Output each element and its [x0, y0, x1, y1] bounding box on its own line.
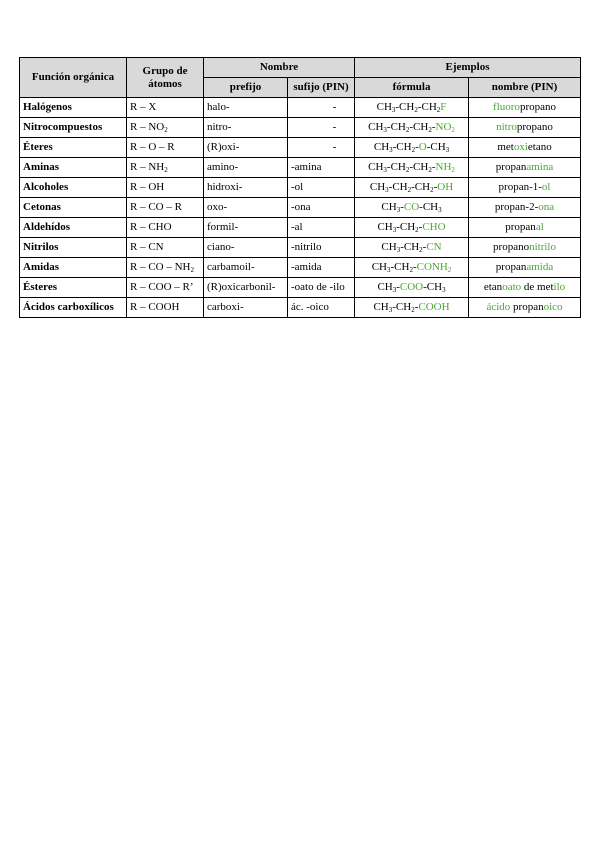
text-fragment: R – COOH [130, 301, 180, 313]
cell-prefijo: amino- [204, 158, 288, 178]
text-fragment: oico [543, 301, 563, 313]
text-fragment: propan-1- [498, 181, 542, 193]
text-fragment: 2 [415, 226, 419, 234]
text-fragment: OH [437, 181, 454, 193]
text-fragment: 3 [445, 146, 450, 154]
text-fragment: 3 [438, 206, 442, 214]
cell-formula [355, 178, 469, 198]
text-fragment: propan [513, 301, 544, 313]
cell-formula [355, 278, 469, 298]
cell-sufijo: -ona [288, 198, 355, 218]
cell-prefijo: nitro- [204, 118, 288, 138]
cell-funcion: Aldehídos [20, 218, 127, 238]
cell-prefijo: ciano- [204, 238, 288, 258]
text-fragment: 3 [392, 226, 397, 234]
header-sufijo: sufijo (PIN) [288, 78, 355, 98]
functional-groups-table [19, 57, 581, 318]
text-fragment: 3 [388, 306, 393, 314]
text-fragment: 3 [391, 106, 396, 114]
table-row [20, 278, 581, 298]
cell-nombre-pin [469, 158, 581, 178]
text-fragment: propan-2- [494, 201, 539, 213]
text-fragment: CH [371, 261, 387, 273]
text-fragment: - [418, 221, 423, 233]
cell-nombre-pin [469, 278, 581, 298]
text-fragment: 2 [447, 266, 452, 274]
cell-grupo [127, 238, 204, 258]
text-fragment: - [431, 121, 436, 133]
text-fragment: 2 [451, 166, 455, 174]
cell-sufijo: -nitrilo [288, 238, 355, 258]
text-fragment: R – NO [130, 121, 165, 133]
table-row [20, 98, 581, 118]
text-fragment: oxi [513, 141, 528, 153]
text-fragment: propano [516, 121, 553, 133]
text-fragment: 2 [409, 266, 413, 274]
text-fragment: de met [521, 281, 554, 293]
cell-grupo [127, 98, 204, 118]
text-fragment: ilo [553, 281, 566, 293]
cell-formula [355, 258, 469, 278]
cell-nombre-pin [469, 258, 581, 278]
text-fragment: 3 [385, 186, 389, 194]
text-fragment: CO [403, 201, 420, 213]
cell-prefijo: formil- [204, 218, 288, 238]
text-fragment: 2 [428, 166, 432, 174]
cell-prefijo: (R)oxi- [204, 138, 288, 158]
cell-grupo [127, 158, 204, 178]
cell-sufijo: -oato de -ilo [288, 278, 355, 298]
text-fragment: 3 [442, 286, 446, 294]
text-fragment: propano [493, 241, 530, 253]
text-fragment: -CH [395, 101, 415, 113]
cell-grupo [127, 198, 204, 218]
text-fragment: CH [368, 161, 384, 173]
text-fragment: nitrilo [529, 241, 556, 253]
text-fragment: 2 [411, 146, 416, 154]
cell-formula [355, 138, 469, 158]
text-fragment: CH [376, 101, 392, 113]
cell-sufijo: -amina [288, 158, 355, 178]
cell-nombre-pin [469, 238, 581, 258]
text-fragment: CH [381, 241, 397, 253]
cell-funcion: Nitrocompuestos [20, 118, 127, 138]
text-fragment: -CH [417, 101, 437, 113]
text-fragment: ona [538, 201, 555, 213]
cell-prefijo: (R)oxicarbonil- [204, 278, 288, 298]
cell-sufijo: - [288, 138, 355, 158]
text-fragment: NH [435, 161, 452, 173]
table-row [20, 158, 581, 178]
cell-funcion: Cetonas [20, 198, 127, 218]
text-fragment: R – CO – R [130, 201, 182, 213]
text-fragment: amina [526, 161, 554, 173]
header-nombre-pin: nombre (PIN) [469, 78, 581, 98]
text-fragment: -CH [409, 161, 429, 173]
text-fragment: R – X [130, 101, 157, 113]
text-fragment: CH [368, 121, 384, 133]
cell-nombre-pin [469, 178, 581, 198]
text-fragment: amida [526, 261, 554, 273]
table-row [20, 138, 581, 158]
cell-grupo [127, 298, 204, 318]
text-fragment: R – OH [130, 181, 165, 193]
text-fragment: 3 [392, 286, 397, 294]
table-row [20, 238, 581, 258]
cell-sufijo: - [288, 118, 355, 138]
header-ejemplos: Ejemplos [355, 58, 581, 78]
text-fragment: - [415, 141, 419, 153]
cell-grupo [127, 278, 204, 298]
text-fragment: NO [435, 121, 452, 133]
text-fragment: propan [495, 261, 527, 273]
cell-formula [355, 218, 469, 238]
cell-formula [355, 298, 469, 318]
text-fragment: - [433, 181, 438, 193]
text-fragment: ácido [486, 301, 514, 313]
cell-funcion: Éteres [20, 138, 127, 158]
text-fragment: etano [527, 141, 552, 153]
text-fragment: 2 [190, 266, 195, 274]
cell-sufijo: -amida [288, 258, 355, 278]
text-fragment: -CH [396, 221, 416, 233]
cell-prefijo: halo- [204, 98, 288, 118]
cell-prefijo: carboxi- [204, 298, 288, 318]
text-fragment: CH [381, 201, 397, 213]
header-funcion: Función orgánica [20, 58, 127, 98]
cell-prefijo: hidroxi- [204, 178, 288, 198]
cell-formula [355, 198, 469, 218]
text-fragment: - [422, 241, 427, 253]
cell-nombre-pin [469, 298, 581, 318]
cell-formula [355, 238, 469, 258]
table-row [20, 198, 581, 218]
cell-formula [355, 158, 469, 178]
text-fragment: 2 [405, 126, 410, 134]
text-fragment: 2 [164, 126, 168, 134]
text-fragment: 3 [396, 246, 401, 254]
text-fragment: propan [505, 221, 536, 233]
cell-nombre-pin [469, 138, 581, 158]
text-fragment: CHO [422, 221, 446, 233]
cell-sufijo: -ol [288, 178, 355, 198]
text-fragment: 2 [411, 306, 415, 314]
cell-funcion: Amidas [20, 258, 127, 278]
text-fragment: -CH [390, 261, 410, 273]
cell-prefijo: carbamoil- [204, 258, 288, 278]
cell-grupo [127, 178, 204, 198]
text-fragment: CH [377, 281, 393, 293]
text-fragment: oato [502, 281, 522, 293]
text-fragment: -CH [419, 201, 439, 213]
text-fragment: -CH [423, 281, 443, 293]
text-fragment: 3 [389, 146, 393, 154]
cell-grupo [127, 138, 204, 158]
text-fragment: 2 [436, 106, 441, 114]
text-fragment: 3 [396, 206, 401, 214]
text-fragment: etan [483, 281, 503, 293]
text-fragment: R – O – R [130, 141, 175, 153]
header-prefijo: prefijo [204, 78, 288, 98]
cell-funcion: Halógenos [20, 98, 127, 118]
text-fragment: propano [519, 101, 556, 113]
cell-funcion: Nitrilos [20, 238, 127, 258]
cell-sufijo: -al [288, 218, 355, 238]
text-fragment: CH [369, 181, 386, 193]
cell-grupo [127, 218, 204, 238]
text-fragment: 2 [405, 166, 410, 174]
text-fragment: al [535, 221, 544, 233]
text-fragment: - [431, 161, 436, 173]
text-fragment: 2 [414, 106, 418, 114]
cell-nombre-pin [469, 98, 581, 118]
text-fragment: 2 [407, 186, 412, 194]
cell-sufijo: ác. -oico [288, 298, 355, 318]
cell-funcion: Ésteres [20, 278, 127, 298]
text-fragment: R – CN [130, 241, 164, 253]
text-fragment: CH [373, 301, 389, 313]
cell-nombre-pin [469, 218, 581, 238]
text-fragment: -CH [400, 241, 420, 253]
text-fragment: 3 [383, 126, 387, 134]
table-row [20, 178, 581, 198]
text-fragment: -CH [411, 181, 431, 193]
text-fragment: 2 [451, 126, 455, 134]
text-fragment: met [497, 141, 514, 153]
text-fragment: propan [495, 161, 527, 173]
text-fragment: fluoro [493, 101, 520, 113]
cell-funcion: Alcoholes [20, 178, 127, 198]
header-formula: fórmula [355, 78, 469, 98]
text-fragment: R – CHO [130, 221, 172, 233]
text-fragment: -CH [386, 161, 406, 173]
cell-grupo [127, 118, 204, 138]
cell-prefijo: oxo- [204, 198, 288, 218]
table-row [20, 258, 581, 278]
text-fragment: COOH [418, 301, 450, 313]
text-fragment: nitro [496, 121, 517, 133]
text-fragment: R – NH [130, 161, 165, 173]
text-fragment: - [396, 281, 400, 293]
text-fragment: CH [377, 221, 393, 233]
text-fragment: F [440, 101, 447, 113]
text-fragment: -CH [386, 121, 406, 133]
text-fragment: R – COO – R’ [130, 281, 194, 293]
cell-funcion: Aminas [20, 158, 127, 178]
text-fragment: R – CO – NH [130, 261, 191, 273]
text-fragment: COO [399, 281, 424, 293]
cell-nombre-pin [469, 198, 581, 218]
table-row [20, 218, 581, 238]
text-fragment: -CH [392, 301, 412, 313]
cell-sufijo: - [288, 98, 355, 118]
table-header [20, 58, 581, 98]
table-row [20, 298, 581, 318]
text-fragment: -CH [388, 181, 408, 193]
cell-formula [355, 118, 469, 138]
header-nombre: Nombre [204, 58, 355, 78]
text-fragment: - [414, 301, 419, 313]
text-fragment: 3 [383, 166, 387, 174]
text-fragment: -CH [409, 121, 429, 133]
table-body [20, 98, 581, 318]
text-fragment: 2 [164, 166, 168, 174]
text-fragment: CN [426, 241, 442, 253]
text-fragment: -CH [426, 141, 446, 153]
table-row [20, 118, 581, 138]
text-fragment: CONH [416, 261, 448, 273]
text-fragment: - [412, 261, 417, 273]
cell-funcion: Ácidos carboxílicos [20, 298, 127, 318]
cell-nombre-pin [469, 118, 581, 138]
text-fragment: 3 [387, 266, 391, 274]
header-row-1 [20, 58, 581, 78]
text-fragment: ol [541, 181, 551, 193]
text-fragment: CH [373, 141, 390, 153]
header-grupo: Grupo de átomos [127, 58, 204, 98]
text-fragment: -CH [392, 141, 412, 153]
text-fragment: 2 [428, 126, 432, 134]
text-fragment: O [418, 141, 427, 153]
text-fragment: - [400, 201, 404, 213]
cell-grupo [127, 258, 204, 278]
text-fragment: 2 [430, 186, 434, 194]
cell-formula [355, 98, 469, 118]
text-fragment: 2 [419, 246, 423, 254]
